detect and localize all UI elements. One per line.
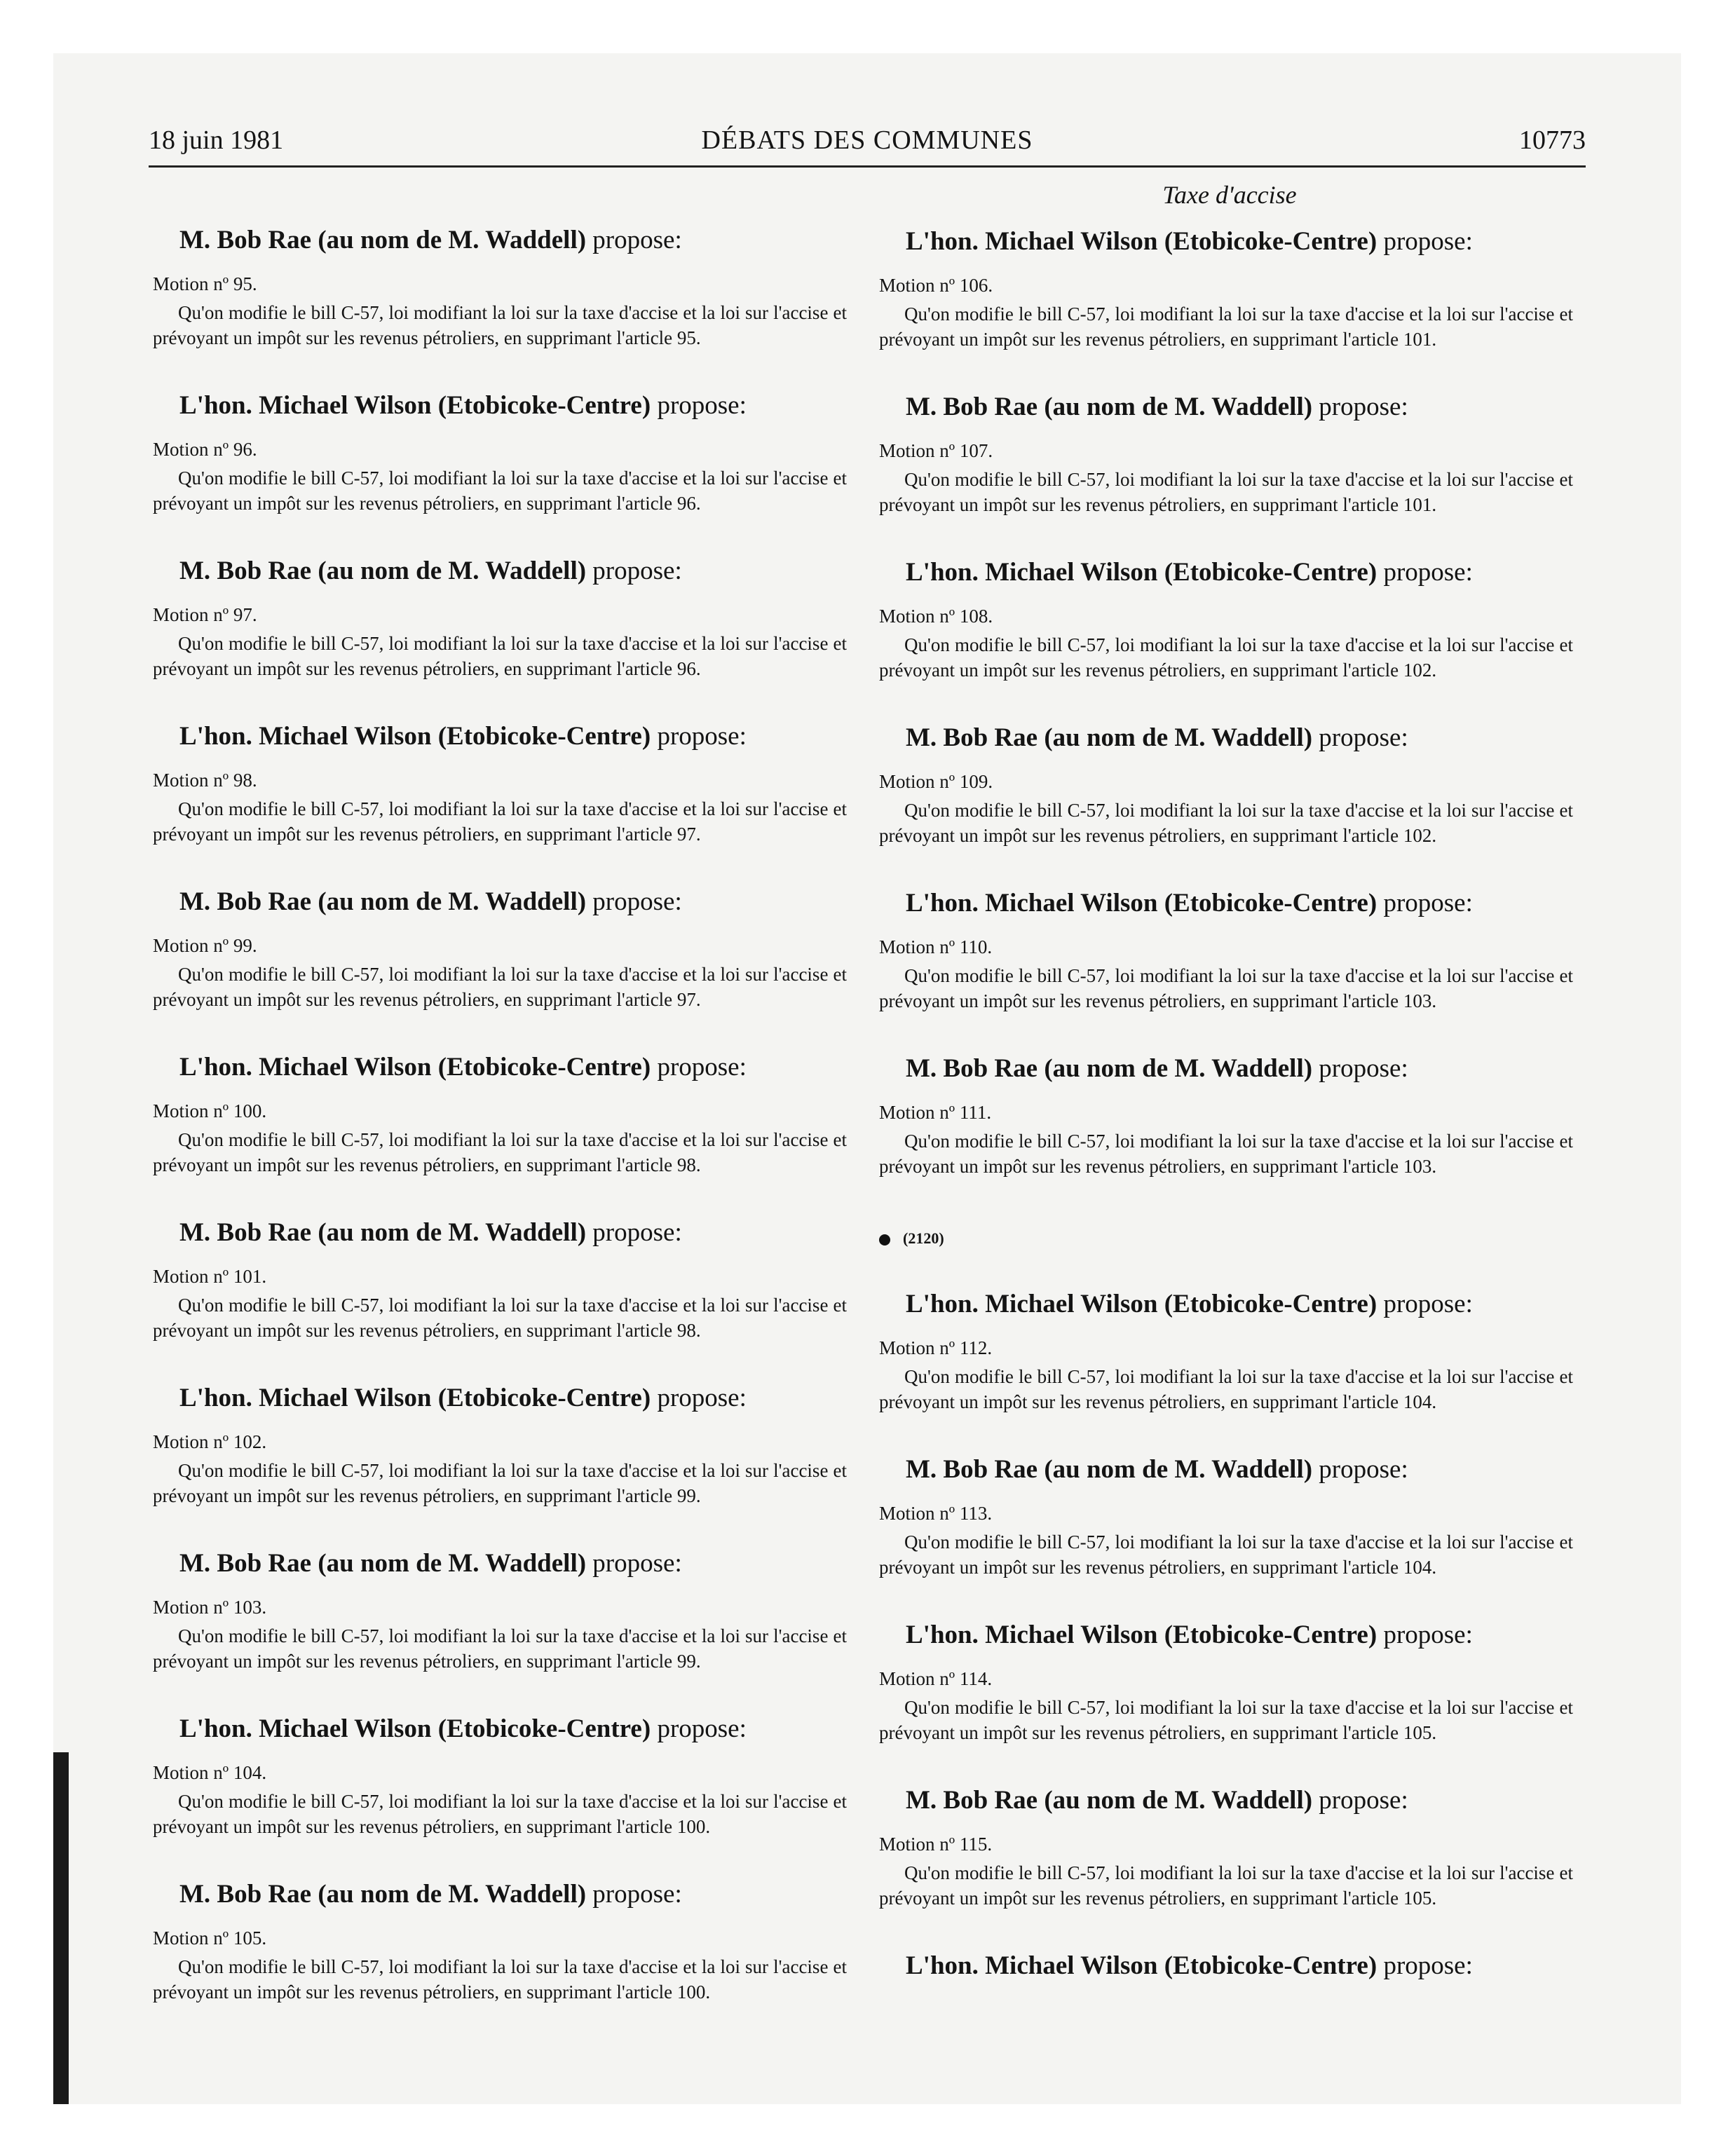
motion-number: Motion nº 105. [153,1928,267,1949]
motion-proposer [906,1053,1580,1085]
motion-block [153,1548,854,1699]
motion-number: Motion nº 101. [153,1266,267,1287]
proposer-verb: propose: [1319,393,1408,421]
proposer-name: L'hon. Michael Wilson (Etobicoke-Centre) [906,1290,1377,1318]
proposer-name: L'hon. Michael Wilson (Etobicoke-Centre) [906,1951,1377,1980]
motion-proposer [906,391,1580,423]
motion-proposer [179,1382,854,1414]
motion-block [153,1878,854,2030]
motion-text: Qu'on modifie le bill C-57, loi modifiant la loi sur la taxe d'accise et la loi sur l'accise et prévoyant un impôt sur les revenus pétroliers, en supprimant l'article 104. [879,1531,1573,1578]
proposer-verb: propose: [592,226,682,254]
motion-text: Qu'on modifie le bill C-57, loi modifiant la loi sur la taxe d'accise et la loi sur l'accise et prévoyant un impôt sur les revenus pétroliers, en supprimant l'article 97. [153,964,847,1010]
proposer-verb: propose: [1319,1455,1408,1484]
motion-block [153,390,854,541]
motion-number: Motion nº 99. [153,935,257,956]
motion-proposer [906,1288,1580,1321]
proposer-verb: propose: [657,391,747,420]
proposer-verb: propose: [1383,558,1473,587]
proposer-verb: propose: [592,887,682,916]
motion-text: Qu'on modifie le bill C-57, loi modifiant la loi sur la taxe d'accise et la loi sur l'accise et prévoyant un impôt sur les revenus pétroliers, en supprimant l'article 104. [879,1366,1573,1412]
proposer-name: L'hon. Michael Wilson (Etobicoke-Centre) [179,1384,651,1412]
proposer-name: M. Bob Rae (au nom de M. Waddell) [179,557,587,585]
motion-text: Qu'on modifie le bill C-57, loi modifiant la loi sur la taxe d'accise et la loi sur l'accise et prévoyant un impôt sur les revenus pétroliers, en supprimant l'article 99. [153,1625,847,1672]
motion-text: Qu'on modifie le bill C-57, loi modifiant la loi sur la taxe d'accise et la loi sur l'accise et prévoyant un impôt sur les revenus pétroliers, en supprimant l'article 98. [153,1129,847,1175]
proposer-name: M. Bob Rae (au nom de M. Waddell) [179,1880,587,1909]
header-date: 18 juin 1981 [149,125,284,155]
header-page-number: 10773 [1519,125,1586,155]
motion-block [879,226,1580,377]
motion-number: Motion nº 114. [879,1668,993,1689]
motion-number: Motion nº 102. [153,1431,267,1452]
proposer-verb: propose: [1319,1054,1408,1083]
proposer-name: L'hon. Michael Wilson (Etobicoke-Centre) [906,558,1377,587]
motion-text: Qu'on modifie le bill C-57, loi modifiant la loi sur la taxe d'accise et la loi sur l'accise et prévoyant un impôt sur les revenus pétroliers, en supprimant l'article 100. [153,1791,847,1837]
motion-block [879,1288,1580,1440]
proposer-verb: propose: [592,557,682,585]
proposer-verb: propose: [1319,1786,1408,1815]
motion-block [153,1051,854,1203]
scan-edge-shadow [53,1752,69,2104]
motion-block [879,1785,1580,1936]
motion-text: Qu'on modifie le bill C-57, loi modifiant la loi sur la taxe d'accise et la loi sur l'accise et prévoyant un impôt sur les revenus pétroliers, en supprimant l'article 99. [153,1460,847,1506]
motion-proposer [906,226,1580,258]
motion-proposer [179,390,854,422]
proposer-verb: propose: [592,1549,682,1578]
motion-block [153,555,854,707]
right-column [879,179,1580,1998]
motion-number: Motion nº 111. [879,1102,992,1123]
proposer-name: M. Bob Rae (au nom de M. Waddell) [906,1786,1313,1815]
proposer-verb: propose: [1383,1621,1473,1649]
section-heading: Taxe d'accise [1162,181,1297,209]
motion-number: Motion nº 103. [153,1597,267,1618]
proposer-verb: propose: [1383,227,1473,256]
motion-text: Qu'on modifie le bill C-57, loi modifiant la loi sur la taxe d'accise et la loi sur l'accise et prévoyant un impôt sur les revenus pétroliers, en supprimant l'article 96. [153,468,847,514]
motion-number: Motion nº 109. [879,771,993,792]
motion-block [879,1619,1580,1770]
motion-number: Motion nº 115. [879,1834,993,1855]
proposer-verb: propose: [657,1384,747,1412]
proposer-name: M. Bob Rae (au nom de M. Waddell) [179,887,587,916]
page-header [149,125,1586,168]
motion-block [879,557,1580,708]
motion-number: Motion nº 108. [879,606,993,627]
motion-proposer [179,1217,854,1249]
proposer-verb: propose: [1383,1290,1473,1318]
proposer-verb: propose: [1383,889,1473,917]
proposer-verb: propose: [657,1053,747,1082]
header-rule [149,165,1586,168]
proposer-name: L'hon. Michael Wilson (Etobicoke-Centre) [179,722,651,751]
motion-proposer [179,1713,854,1745]
motion-text: Qu'on modifie le bill C-57, loi modifiant la loi sur la taxe d'accise et la loi sur l'accise et prévoyant un impôt sur les revenus pétroliers, en supprimant l'article 101. [879,469,1573,515]
motion-number: Motion nº 96. [153,439,257,460]
motion-number: Motion nº 97. [153,604,257,625]
proposer-verb: propose: [1319,723,1408,752]
motion-text: Qu'on modifie le bill C-57, loi modifiant la loi sur la taxe d'accise et la loi sur l'accise et prévoyant un impôt sur les revenus pétroliers, en supprimant l'article 105. [879,1862,1573,1909]
left-column [153,224,854,2044]
motion-proposer [906,557,1580,589]
motion-text: Qu'on modifie le bill C-57, loi modifiant la loi sur la taxe d'accise et la loi sur l'accise et prévoyant un impôt sur les revenus pétroliers, en supprimant l'article 100. [153,1956,847,2003]
proposer-name: L'hon. Michael Wilson (Etobicoke-Centre) [906,227,1377,256]
right-motions-before [879,226,1580,1204]
motion-proposer [179,1051,854,1084]
proposer-name: M. Bob Rae (au nom de M. Waddell) [179,1549,587,1578]
motion-block [153,886,854,1037]
motion-number: Motion nº 112. [879,1337,993,1358]
motion-number: Motion nº 100. [153,1100,267,1121]
motion-number: Motion nº 113. [879,1503,993,1524]
proposer-name: M. Bob Rae (au nom de M. Waddell) [179,226,587,254]
proposer-name: M. Bob Rae (au nom de M. Waddell) [179,1218,587,1247]
motion-text: Qu'on modifie le bill C-57, loi modifiant la loi sur la taxe d'accise et la loi sur l'accise et prévoyant un impôt sur les revenus pétroliers, en supprimant l'article 96. [153,633,847,679]
motion-block [153,1713,854,1864]
motion-text: Qu'on modifie le bill C-57, loi modifiant la loi sur la taxe d'accise et la loi sur l'accise et prévoyant un impôt sur les revenus pétroliers, en supprimant l'article 102. [879,634,1573,681]
motion-text: Qu'on modifie le bill C-57, loi modifiant la loi sur la taxe d'accise et la loi sur l'accise et prévoyant un impôt sur les revenus pétroliers, en supprimant l'article 103. [879,1131,1573,1177]
proposer-verb: propose: [592,1218,682,1247]
motion-proposer [906,1785,1580,1817]
motion-proposer [179,555,854,587]
motion-block [879,391,1580,543]
motion-text: Qu'on modifie le bill C-57, loi modifiant la loi sur la taxe d'accise et la loi sur l'accise et prévoyant un impôt sur les revenus pétroliers, en supprimant l'article 98. [153,1295,847,1341]
proposer-name: L'hon. Michael Wilson (Etobicoke-Centre) [179,391,651,420]
proposer-name: L'hon. Michael Wilson (Etobicoke-Centre) [179,1053,651,1082]
proposer-name: M. Bob Rae (au nom de M. Waddell) [906,393,1313,421]
proposer-name: M. Bob Rae (au nom de M. Waddell) [906,723,1313,752]
motion-text: Qu'on modifie le bill C-57, loi modifiant la loi sur la taxe d'accise et la loi sur l'accise et prévoyant un impôt sur les revenus pétroliers, en supprimant l'article 97. [153,798,847,845]
motion-proposer [906,722,1580,754]
motion-block [879,887,1580,1039]
motion-block [879,722,1580,873]
motion-block [879,1454,1580,1605]
motion-number: Motion nº 95. [153,273,257,294]
motion-proposer [906,1950,1580,1982]
proposer-verb: propose: [592,1880,682,1909]
motion-text: Qu'on modifie le bill C-57, loi modifiant la loi sur la taxe d'accise et la loi sur l'accise et prévoyant un impôt sur les revenus pétroliers, en supprimant l'article 95. [153,302,847,348]
header-title: DÉBATS DES COMMUNES [701,125,1033,155]
bullet-icon [879,1234,890,1246]
motion-number: Motion nº 98. [153,770,257,791]
motion-text: Qu'on modifie le bill C-57, loi modifiant la loi sur la taxe d'accise et la loi sur l'accise et prévoyant un impôt sur les revenus pétroliers, en supprimant l'article 103. [879,965,1573,1011]
proposer-name: M. Bob Rae (au nom de M. Waddell) [906,1054,1313,1083]
motion-number: Motion nº 104. [153,1762,267,1783]
proposer-name: L'hon. Michael Wilson (Etobicoke-Centre) [179,1714,651,1743]
time-stamp-text: (2120) [903,1229,944,1247]
motion-text: Qu'on modifie le bill C-57, loi modifiant la loi sur la taxe d'accise et la loi sur l'accise et prévoyant un impôt sur les revenus pétroliers, en supprimant l'article 105. [879,1697,1573,1743]
motion-number: Motion nº 110. [879,936,993,957]
motion-block [879,1053,1580,1204]
motion-number: Motion nº 106. [879,275,993,296]
motion-block [153,1382,854,1534]
proposer-verb: propose: [1383,1951,1473,1980]
motion-proposer [906,1619,1580,1651]
time-stamp [879,1228,1580,1249]
motion-number: Motion nº 107. [879,440,993,461]
motion-block [153,721,854,872]
motion-text: Qu'on modifie le bill C-57, loi modifiant la loi sur la taxe d'accise et la loi sur l'accise et prévoyant un impôt sur les revenus pétroliers, en supprimant l'article 102. [879,800,1573,846]
proposer-name: L'hon. Michael Wilson (Etobicoke-Centre) [906,889,1377,917]
motion-proposer [906,1454,1580,1486]
motion-proposer [179,886,854,918]
motion-proposer [179,721,854,753]
motion-text: Qu'on modifie le bill C-57, loi modifiant la loi sur la taxe d'accise et la loi sur l'accise et prévoyant un impôt sur les revenus pétroliers, en supprimant l'article 101. [879,303,1573,350]
proposer-name: M. Bob Rae (au nom de M. Waddell) [906,1455,1313,1484]
motion-block [153,224,854,376]
proposer-verb: propose: [657,1714,747,1743]
motion-proposer [179,224,854,257]
proposer-verb: propose: [657,722,747,751]
motion-proposer [179,1878,854,1911]
motion-block [153,1217,854,1368]
motion-proposer [179,1548,854,1580]
motion-proposer [906,887,1580,920]
proposer-name: L'hon. Michael Wilson (Etobicoke-Centre) [906,1621,1377,1649]
right-motions-after [879,1288,1580,1936]
